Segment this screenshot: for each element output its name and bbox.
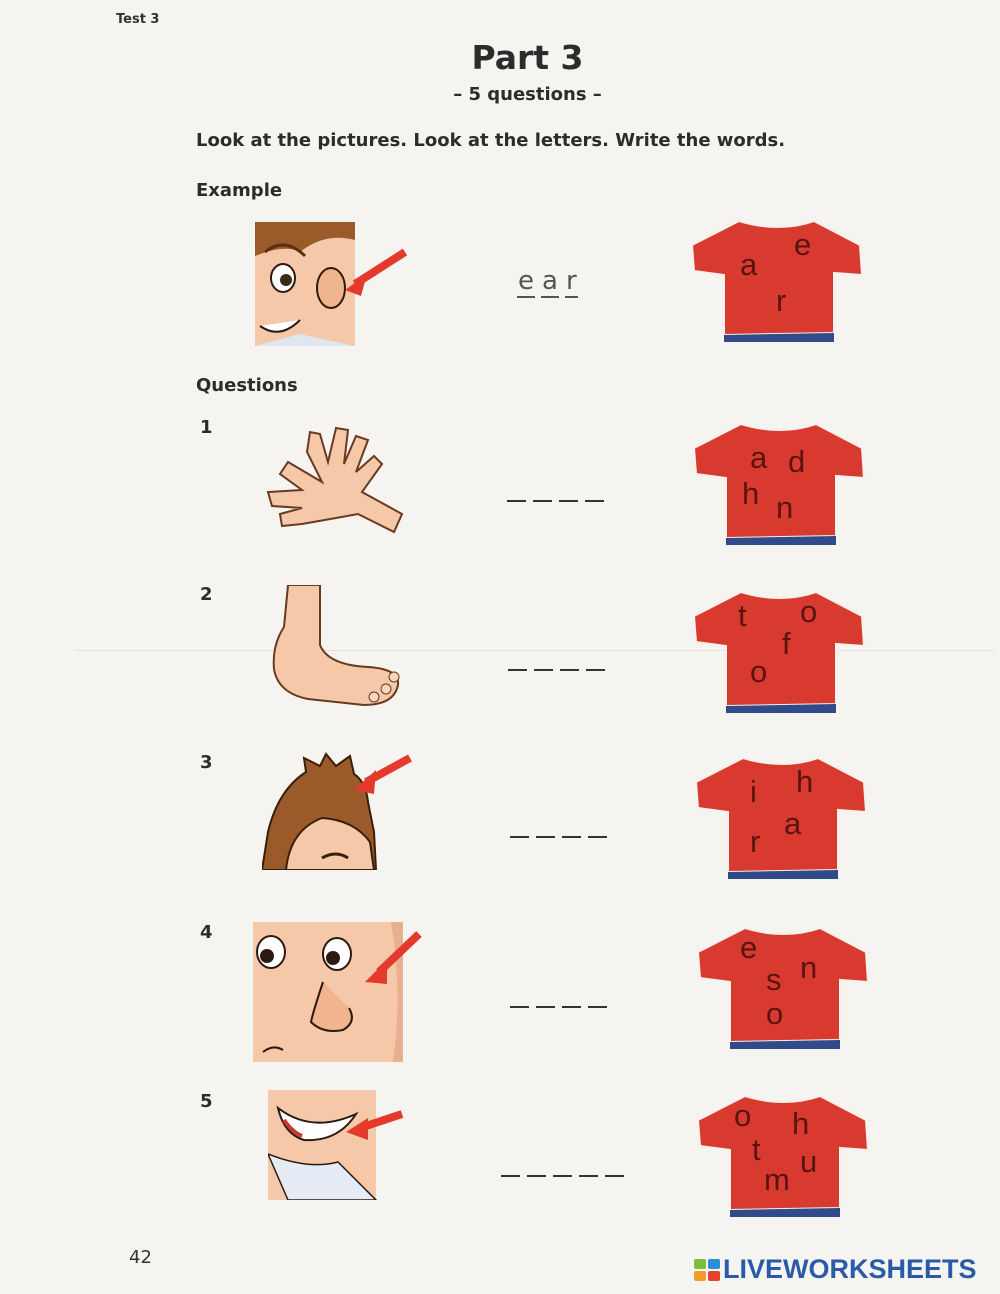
shirt-letter: r [750, 824, 761, 859]
question-2-tshirt [686, 586, 876, 714]
answer-blank[interactable] [559, 500, 578, 502]
page-number: 42 [129, 1247, 152, 1268]
instruction-text: Look at the pictures. Look at the letters. Write the words. [196, 130, 786, 151]
shirt-letter: r [776, 283, 787, 318]
answer-blank[interactable] [536, 1006, 555, 1008]
shirt-letter: o [734, 1098, 752, 1133]
shirt-letter: h [792, 1106, 810, 1141]
answer-blanks[interactable] [510, 836, 607, 838]
ear-picture [255, 222, 415, 346]
answer-blank[interactable] [588, 836, 607, 838]
answer-blanks[interactable] [508, 669, 605, 671]
nose-picture [253, 922, 423, 1062]
foot-picture [268, 585, 408, 711]
mouth-picture [268, 1090, 408, 1200]
answer-blank[interactable] [560, 669, 579, 671]
shirt-letter: i [750, 774, 757, 809]
question-count: – 5 questions – [453, 84, 602, 105]
answer-blank[interactable] [533, 500, 552, 502]
shirt-letter: o [800, 594, 818, 629]
part-title: Part 3 [471, 38, 584, 77]
answer-blank[interactable] [586, 669, 605, 671]
answer-blank[interactable] [553, 1175, 572, 1177]
example-answer [517, 266, 578, 298]
liveworksheets-logo-icon [694, 1259, 720, 1281]
answer-blanks[interactable] [501, 1175, 624, 1177]
example-answer-letter: e [518, 266, 534, 296]
shirt-letter: h [742, 476, 760, 511]
shirt-letter: e [740, 930, 758, 965]
shirt-letter: e [794, 227, 812, 262]
shirt-letter: u [800, 1144, 818, 1179]
shirt-letter: d [788, 444, 806, 479]
shirt-letter: a [784, 806, 802, 841]
answer-blanks[interactable] [507, 500, 604, 502]
example-answer-letter: a [542, 266, 558, 296]
answer-blank[interactable] [510, 1006, 529, 1008]
hair-picture [262, 752, 414, 870]
question-number: 1 [200, 417, 213, 438]
shirt-letter: f [782, 626, 791, 661]
shirt-letter: o [750, 654, 768, 689]
questions-label: Questions [196, 375, 298, 396]
shirt-letter: h [796, 764, 814, 799]
arrow-icon [354, 758, 410, 794]
answer-blank[interactable] [585, 500, 604, 502]
answer-blank[interactable] [508, 669, 527, 671]
answer-blank[interactable] [588, 1006, 607, 1008]
hand-picture [262, 422, 412, 534]
question-5-tshirt [690, 1090, 880, 1218]
answer-blank[interactable] [536, 836, 555, 838]
answer-blank[interactable] [510, 836, 529, 838]
liveworksheets-logo[interactable] [694, 1254, 977, 1285]
shirt-letter: t [738, 598, 747, 633]
answer-blank[interactable] [501, 1175, 520, 1177]
answer-blank[interactable] [562, 836, 581, 838]
answer-blank[interactable] [527, 1175, 546, 1177]
example-answer-letter: r [565, 266, 577, 296]
shirt-letter: a [740, 247, 758, 282]
question-number: 5 [200, 1091, 213, 1112]
shirt-letter: n [776, 490, 794, 525]
question-number: 4 [200, 922, 213, 943]
answer-blanks[interactable] [510, 1006, 607, 1008]
shirt-letter: n [800, 950, 818, 985]
brand-text: LIVEWORKSHEETS [723, 1254, 977, 1284]
test-label: Test 3 [116, 12, 160, 27]
question-number: 3 [200, 752, 213, 773]
answer-blank[interactable] [579, 1175, 598, 1177]
example-tshirt [684, 215, 874, 343]
question-1-tshirt [686, 418, 876, 546]
question-4-tshirt [690, 922, 880, 1050]
example-label: Example [196, 180, 283, 201]
shirt-letter: a [750, 440, 768, 475]
shirt-letter: m [764, 1162, 790, 1197]
shirt-letter: o [766, 996, 784, 1031]
answer-blank[interactable] [562, 1006, 581, 1008]
question-number: 2 [200, 584, 213, 605]
answer-blank[interactable] [534, 669, 553, 671]
shirt-letter: s [766, 962, 782, 997]
question-3-tshirt [688, 752, 878, 880]
answer-blank[interactable] [507, 500, 526, 502]
shirt-letter: t [752, 1132, 761, 1167]
answer-blank[interactable] [605, 1175, 624, 1177]
